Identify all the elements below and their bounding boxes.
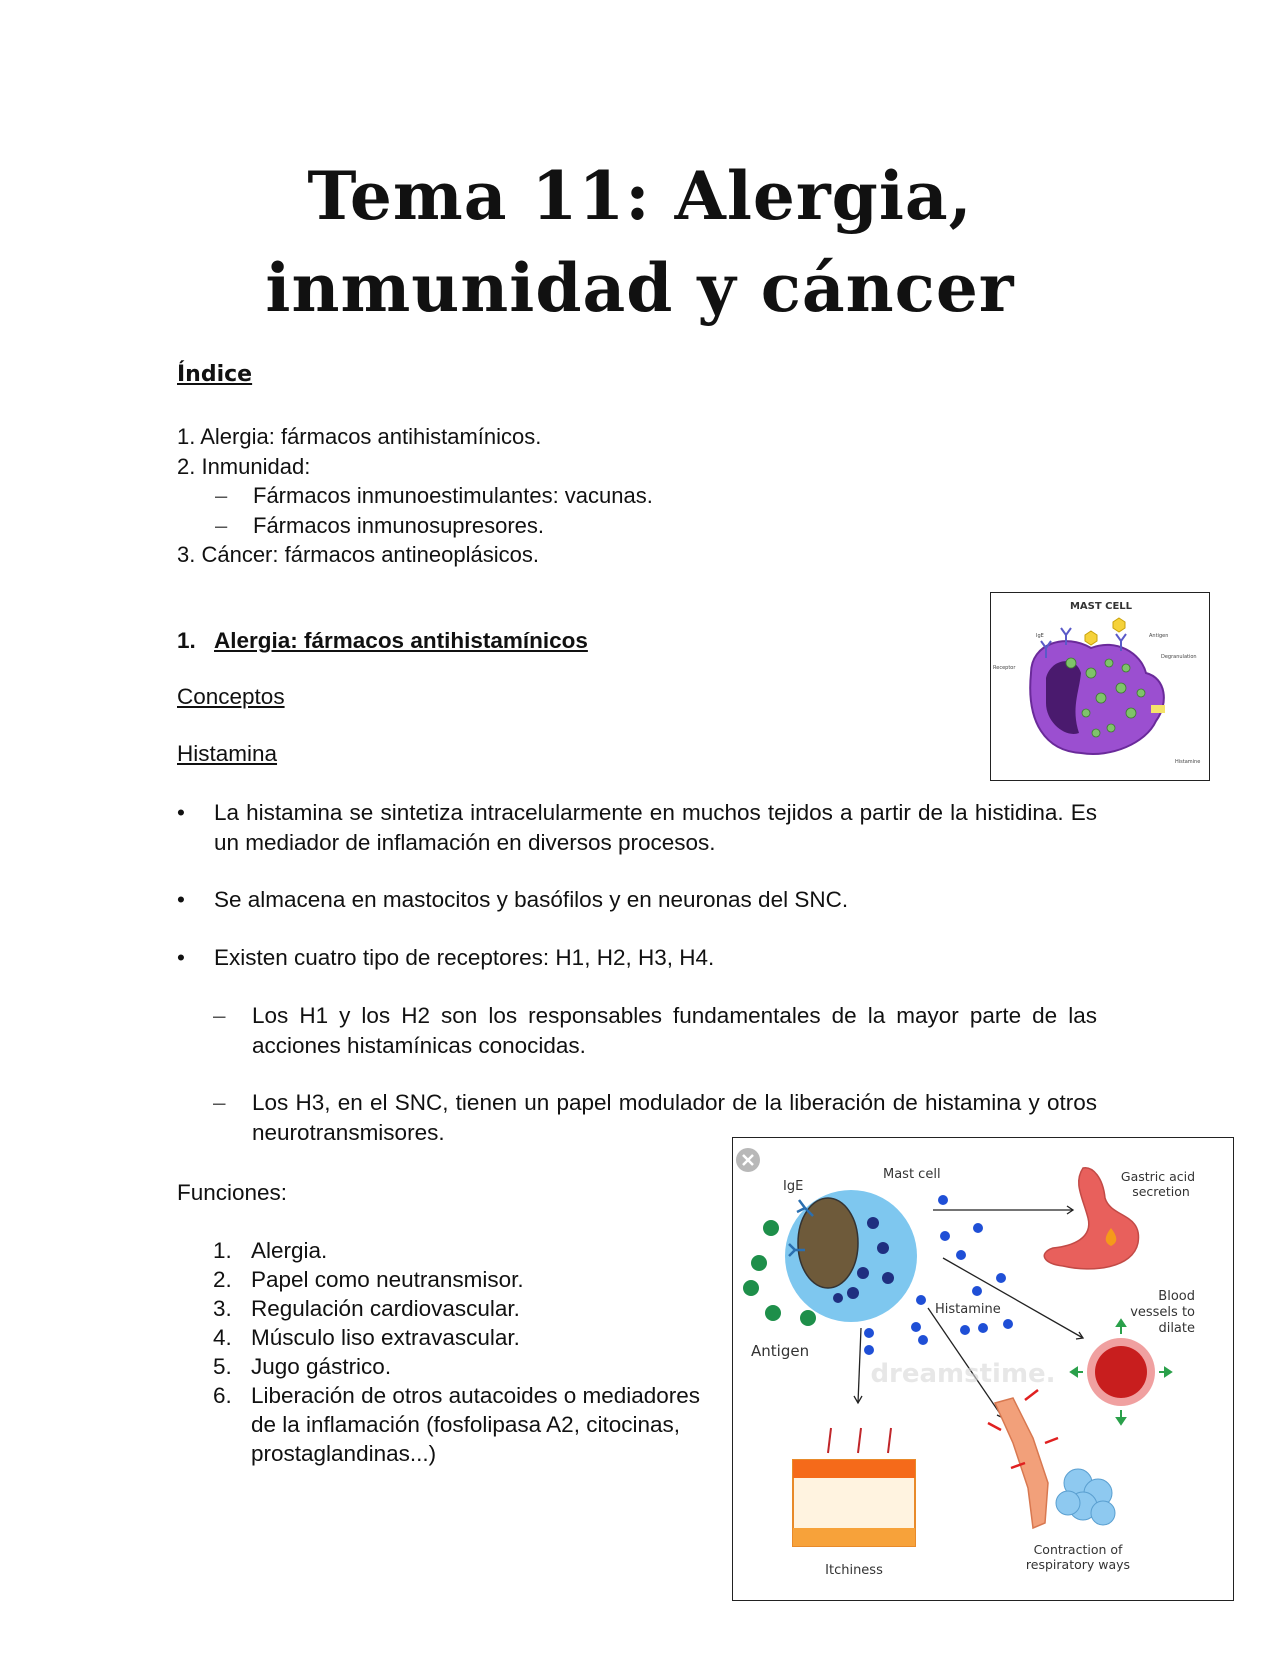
bullet-marker: • [177,945,185,970]
toc-item: 2. Inmunidad: [177,453,311,479]
antigen-label: Antigen [1149,633,1169,639]
itchiness-label: Itchiness [825,1563,883,1578]
index-heading: Índice [177,362,253,387]
histamine-label: Histamine [1175,759,1201,765]
toc-subitem [177,511,653,541]
histamine-effects-figure [732,1137,1234,1601]
mast-cell-label: Mast cell [883,1167,941,1182]
functions-list [213,1236,723,1468]
ige-label: IgE [783,1179,804,1194]
bullet-marker: • [177,800,185,825]
dash-marker: – [215,483,228,508]
contraction-label-2: respiratory ways [1025,1557,1131,1572]
skin-layer [793,1460,915,1478]
list-text: Liberación de otros autacoides o mediadores de la inflamación (fosfolipasa A2, citocinas, prostaglandinas...) [251,1383,701,1466]
list-item [213,1236,723,1265]
bullet-item [177,943,1097,973]
list-number: 2. [213,1267,232,1292]
list-item [213,1294,723,1323]
page-title-line-1: Tema 11: Alergia, [307,157,973,235]
list-text: Jugo gástrico. [251,1354,392,1379]
functions-label: Funciones: [177,1180,288,1205]
dash-marker: – [213,1090,226,1115]
antigen-label: Antigen [751,1342,810,1360]
skin-base [793,1528,915,1546]
section-number: 1. [177,628,196,653]
toc-item: 1. Alergia: fármacos antihistamínicos. [177,424,542,449]
close-icon[interactable] [736,1148,760,1172]
list-number: 1. [213,1238,232,1263]
degranulation-icon [1151,705,1165,713]
sub-point-text: Los H3, en el SNC, tienen un papel modulador de la liberación de histamina y otros neurotransmisores. [252,1090,1097,1145]
list-text: Regulación cardiovascular. [251,1296,520,1321]
bullet-item [177,885,1097,915]
gastric-label-2: secretion [1132,1184,1190,1199]
list-number: 3. [213,1296,232,1321]
alveoli-icon [1056,1469,1115,1525]
degranulation-label: Degranulation [1161,654,1197,660]
sub-point-text: Los H1 y los H2 son los responsables fundamentales de la mayor parte de las acciones histamínicas conocidas. [252,1003,1097,1058]
bullet-marker: • [177,887,185,912]
bullet-text: Se almacena en mastocitos y basófilos y en neuronas del SNC. [214,887,849,912]
bullet-text: La histamina se sintetiza intracelularmente en muchos tejidos a partir de la histidina. Es un mediador de inflamación en diversos procesos. [214,800,1097,855]
list-text: Papel como neutransmisor. [251,1267,524,1292]
section-heading [177,628,588,654]
list-item [213,1381,723,1468]
gastric-label-1: Gastric acid [1120,1169,1196,1184]
page-title-line-2: inmunidad y cáncer [265,249,1015,327]
blood-label-1: Blood [1158,1289,1195,1304]
bullet-item [177,798,1097,857]
table-of-contents [177,422,653,570]
toc-subitem-text: Fármacos inmunosupresores. [253,512,545,538]
itch-marks-icon [828,1428,891,1453]
ige-label: IgE [1036,633,1044,639]
list-number: 5. [213,1354,232,1379]
list-item [213,1323,723,1352]
dash-marker: – [213,1003,226,1028]
list-item [213,1265,723,1294]
bullet-text: Existen cuatro tipo de receptores: H1, H2, H3, H4. [214,945,715,970]
list-number: 4. [213,1325,232,1350]
list-number: 6. [213,1383,232,1408]
blood-label-3: dilate [1158,1321,1195,1336]
antigen-icon [1085,618,1125,645]
blood-vessel-lumen [1095,1346,1147,1398]
sub-point [177,1001,1097,1060]
histamine-label: Histamine [935,1302,1001,1317]
receptor-label: Receptor [993,665,1016,671]
toc-item: 3. Cáncer: fármacos antineoplásicos. [177,542,539,567]
toc-subitem [177,481,653,511]
list-text: Músculo liso extravascular. [251,1325,520,1350]
page-title [0,150,1280,334]
mast-cell-figure [990,592,1210,781]
watermark: dreamstime. [870,1359,1056,1389]
dash-marker: – [215,512,228,538]
concepts-label: Conceptos [177,684,285,709]
figure-title: MAST CELL [1069,601,1133,612]
list-text: Alergia. [251,1238,328,1263]
list-item [213,1352,723,1381]
contraction-label-1: Contraction of [1033,1542,1123,1557]
blood-label-2: vessels to [1130,1305,1195,1320]
section-title: Alergia: fármacos antihistamínicos [214,628,588,653]
toc-subitem-text: Fármacos inmunoestimulantes: vacunas. [253,483,653,508]
histamine-label: Histamina [177,741,278,766]
